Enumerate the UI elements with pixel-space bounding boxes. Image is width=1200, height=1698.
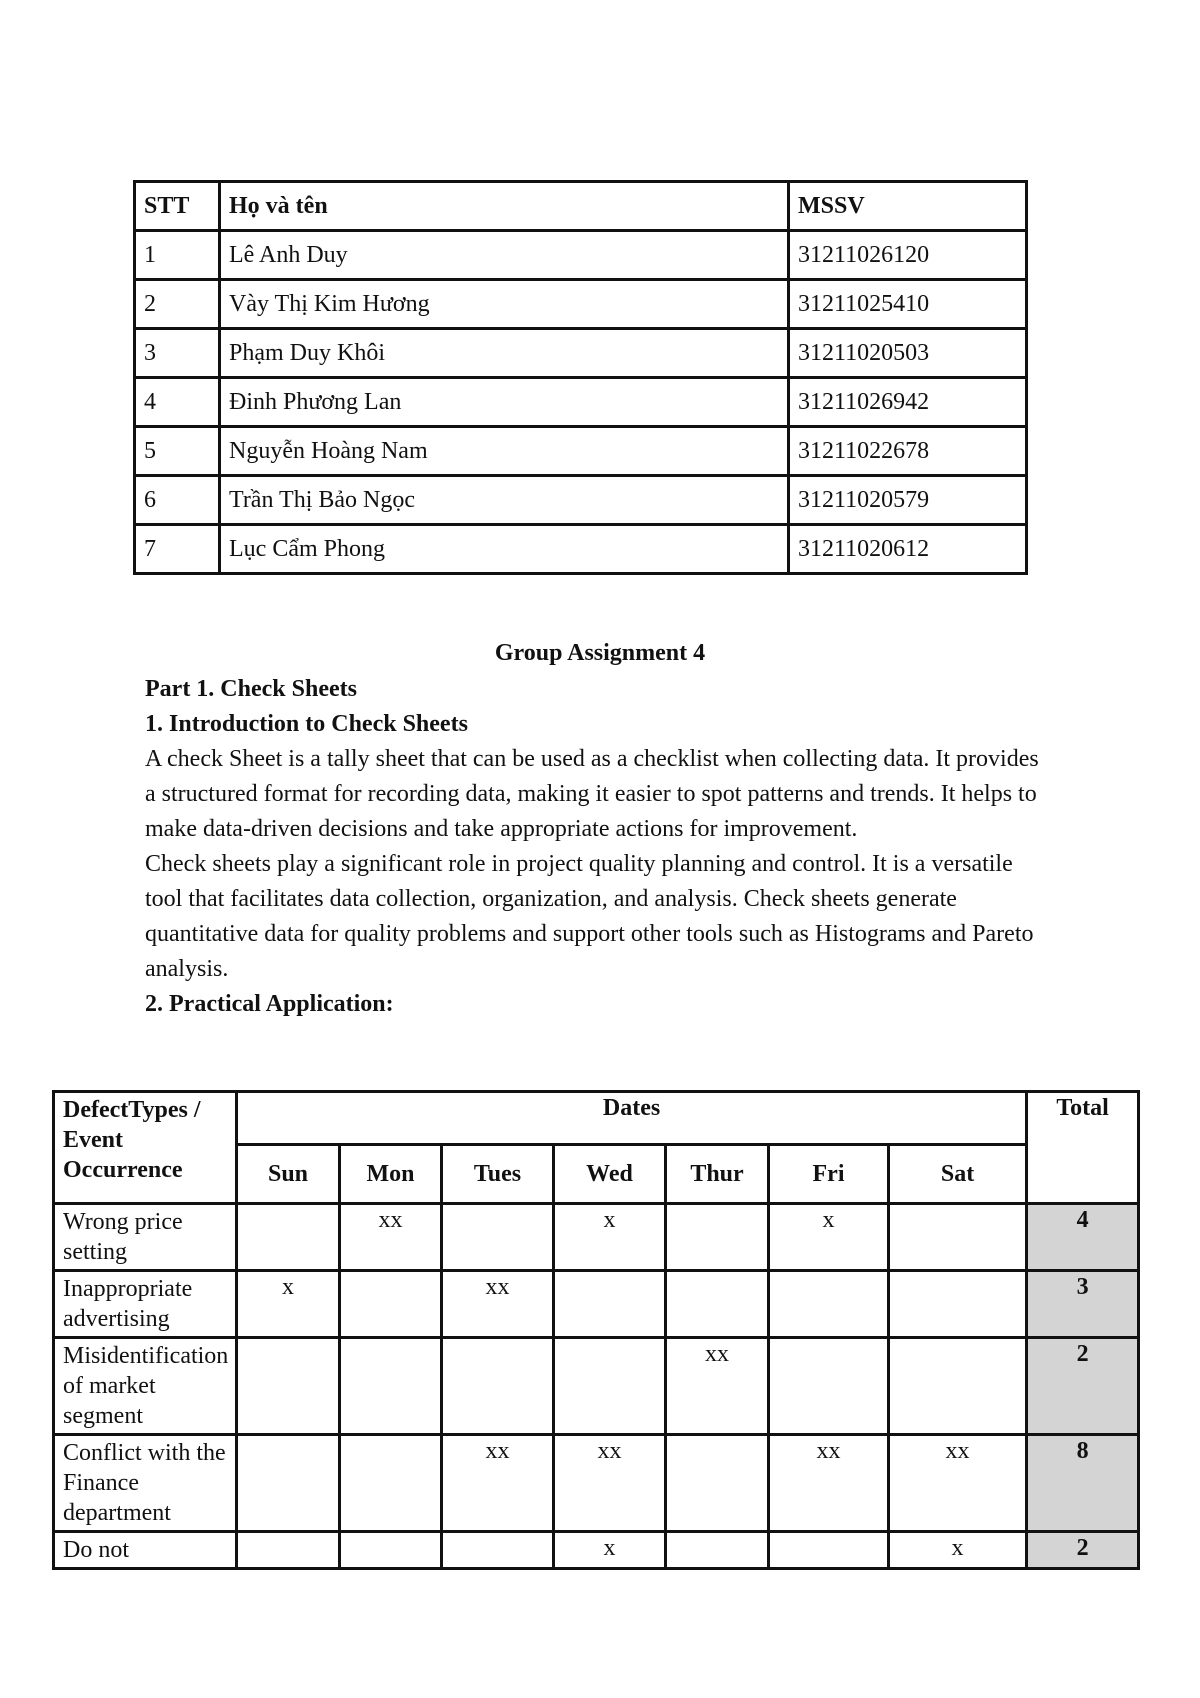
assignment-title: Group Assignment 4: [494, 640, 706, 666]
check-header-row: [54, 1092, 1139, 1145]
tally-cell: [442, 1532, 554, 1569]
student-name: Đinh Phương Lan: [220, 378, 789, 427]
tally-cell: xx: [889, 1435, 1027, 1532]
header-stt: STT: [135, 182, 220, 231]
total-cell: 2: [1027, 1532, 1139, 1569]
day-header: Sat: [889, 1145, 1027, 1204]
student-stt: 4: [135, 378, 220, 427]
defect-types-header: DefectTypes / Event Occurrence: [54, 1092, 237, 1204]
defect-label: Wrong price setting: [54, 1204, 237, 1271]
student-name: Lê Anh Duy: [220, 231, 789, 280]
table-row: [54, 1204, 1139, 1271]
table-row: [54, 1532, 1139, 1569]
tally-cell: [237, 1532, 340, 1569]
student-id: 31211026942: [789, 378, 1027, 427]
tally-cell: [769, 1271, 889, 1338]
body-text: [145, 672, 1050, 1022]
tally-cell: [769, 1338, 889, 1435]
student-stt: 3: [135, 329, 220, 378]
student-stt: 7: [135, 525, 220, 574]
intro-paragraph: A check Sheet is a tally sheet that can be used as a checklist when collecting data. It provides a structured format for recording data, making it easier to spot patterns and trends. It helps to make data-driven decisions and take appropriate actions for improvement.: [145, 746, 1039, 842]
table-row: [54, 1271, 1139, 1338]
tally-cell: [769, 1532, 889, 1569]
tally-cell: xx: [340, 1204, 442, 1271]
header-name: Họ và tên: [220, 182, 789, 231]
tally-cell: x: [769, 1204, 889, 1271]
day-header: Tues: [442, 1145, 554, 1204]
total-cell: 2: [1027, 1338, 1139, 1435]
day-header: Wed: [554, 1145, 666, 1204]
tally-cell: xx: [554, 1435, 666, 1532]
tally-cell: x: [554, 1204, 666, 1271]
section-heading-intro: 1. Introduction to Check Sheets: [145, 711, 468, 737]
tally-cell: xx: [442, 1271, 554, 1338]
defect-label: Conflict with the Finance department: [54, 1435, 237, 1532]
student-table-header: [135, 182, 1027, 231]
defect-label: Misidentification of market segment: [54, 1338, 237, 1435]
tally-cell: [237, 1204, 340, 1271]
student-id: 31211022678: [789, 427, 1027, 476]
tally-cell: [889, 1204, 1027, 1271]
student-stt: 6: [135, 476, 220, 525]
tally-cell: [442, 1338, 554, 1435]
tally-cell: [666, 1435, 769, 1532]
student-name: Trần Thị Bảo Ngọc: [220, 476, 789, 525]
student-name: Phạm Duy Khôi: [220, 329, 789, 378]
table-row: [135, 476, 1027, 525]
tally-cell: [442, 1204, 554, 1271]
total-cell: 8: [1027, 1435, 1139, 1532]
dates-header: Dates: [237, 1092, 1027, 1145]
student-name: Vày Thị Kim Hương: [220, 280, 789, 329]
tally-cell: x: [889, 1532, 1027, 1569]
day-header: Fri: [769, 1145, 889, 1204]
day-header: Sun: [237, 1145, 340, 1204]
student-id: 31211025410: [789, 280, 1027, 329]
header-mssv: MSSV: [789, 182, 1027, 231]
tally-cell: [889, 1338, 1027, 1435]
tally-cell: [666, 1532, 769, 1569]
total-header: Total: [1027, 1092, 1139, 1204]
student-id: 31211020503: [789, 329, 1027, 378]
tally-cell: [340, 1435, 442, 1532]
student-stt: 5: [135, 427, 220, 476]
tally-cell: [340, 1271, 442, 1338]
total-cell: 4: [1027, 1204, 1139, 1271]
table-row: [54, 1435, 1139, 1532]
tally-cell: [554, 1271, 666, 1338]
student-id: 31211026120: [789, 231, 1027, 280]
tally-cell: [237, 1338, 340, 1435]
tally-cell: xx: [666, 1338, 769, 1435]
tally-cell: [237, 1435, 340, 1532]
day-header: Thur: [666, 1145, 769, 1204]
tally-cell: xx: [442, 1435, 554, 1532]
part-heading: Part 1. Check Sheets: [145, 676, 357, 702]
table-row: [135, 525, 1027, 574]
tally-cell: [554, 1338, 666, 1435]
tally-cell: [666, 1204, 769, 1271]
table-row: [135, 329, 1027, 378]
student-table: [133, 180, 1028, 575]
table-row: [135, 427, 1027, 476]
student-name: Nguyễn Hoàng Nam: [220, 427, 789, 476]
student-stt: 2: [135, 280, 220, 329]
tally-cell: [666, 1271, 769, 1338]
check-sheet-table: [52, 1090, 1140, 1570]
tally-cell: [340, 1338, 442, 1435]
defect-label: Inappropriate advertising: [54, 1271, 237, 1338]
tally-cell: x: [554, 1532, 666, 1569]
student-id: 31211020579: [789, 476, 1027, 525]
day-header: Mon: [340, 1145, 442, 1204]
tally-cell: x: [237, 1271, 340, 1338]
defect-label: Do not: [54, 1532, 237, 1569]
role-paragraph: Check sheets play a significant role in project quality planning and control. It is a versatile tool that facilitates data collection, organization, and analysis. Check sheets generate quantitative data for quality problems and support other tools such as Histograms and Pareto analysis.: [145, 851, 1034, 982]
table-row: [135, 378, 1027, 427]
section-heading-application: 2. Practical Application:: [145, 991, 394, 1017]
table-row: [135, 280, 1027, 329]
student-id: 31211020612: [789, 525, 1027, 574]
tally-cell: [889, 1271, 1027, 1338]
total-cell: 3: [1027, 1271, 1139, 1338]
student-name: Lục Cẩm Phong: [220, 525, 789, 574]
table-row: [135, 231, 1027, 280]
table-row: [54, 1338, 1139, 1435]
student-stt: 1: [135, 231, 220, 280]
tally-cell: xx: [769, 1435, 889, 1532]
tally-cell: [340, 1532, 442, 1569]
